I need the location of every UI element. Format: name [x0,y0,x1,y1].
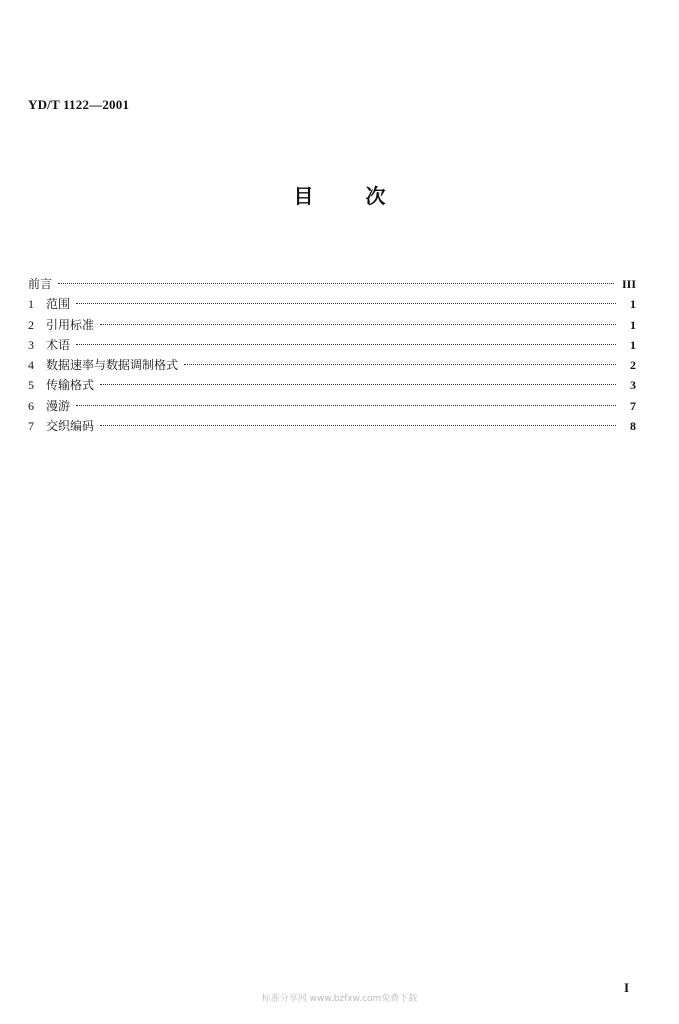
toc-leader-dots [184,364,616,365]
toc-entry[interactable] [28,274,636,294]
standard-code: YD/T 1122—2001 [28,97,130,112]
toc-leader-dots [76,405,616,406]
page-number: I [623,980,629,995]
toc-entry-page: 1 [630,337,636,352]
toc-entry[interactable] [28,335,636,355]
toc-entry-number: 2 [28,317,34,332]
toc-entry-page: 1 [630,297,636,312]
watermark-text: 标准分享网 www.bzfxw.com免费下载 [261,994,418,1004]
toc-entry-label: 引用标准 [46,317,95,332]
toc-entry-label: 范围 [46,297,71,312]
toc-entry[interactable] [28,294,636,314]
toc-entry[interactable] [28,315,636,335]
toc-entry-page: 8 [630,419,636,434]
toc-entry-page: 2 [630,358,636,373]
toc-entry-label: 交织编码 [46,419,95,434]
table-of-contents [28,274,636,436]
toc-entry[interactable] [28,375,636,395]
toc-entry[interactable] [28,355,636,375]
toc-entry-number: 1 [28,297,34,312]
toc-leader-dots [100,425,616,426]
toc-entry[interactable] [28,416,636,436]
toc-entry-number: 5 [28,378,34,393]
toc-leader-dots [76,303,616,304]
toc-leader-dots [58,283,614,284]
toc-entry-number: 7 [28,419,34,434]
toc-entry-number: 6 [28,398,34,413]
toc-entry-page: 1 [630,317,636,332]
toc-leader-dots [100,324,616,325]
toc-entry-label: 漫游 [46,398,71,413]
toc-leader-dots [100,384,616,385]
toc-entry-number: 4 [28,358,34,373]
toc-entry-page: 3 [630,378,636,393]
toc-leader-dots [76,344,616,345]
toc-entry-page: 7 [630,398,636,413]
toc-entry-label: 术语 [46,337,71,352]
toc-entry-label: 前言 [28,277,53,291]
toc-entry-number: 3 [28,337,34,352]
toc-entry[interactable] [28,396,636,416]
toc-entry-label: 数据速率与数据调制格式 [46,358,179,373]
toc-entry-page: III [621,277,636,291]
toc-entry-label: 传输格式 [46,378,95,393]
page-title: 目次 [293,184,438,208]
